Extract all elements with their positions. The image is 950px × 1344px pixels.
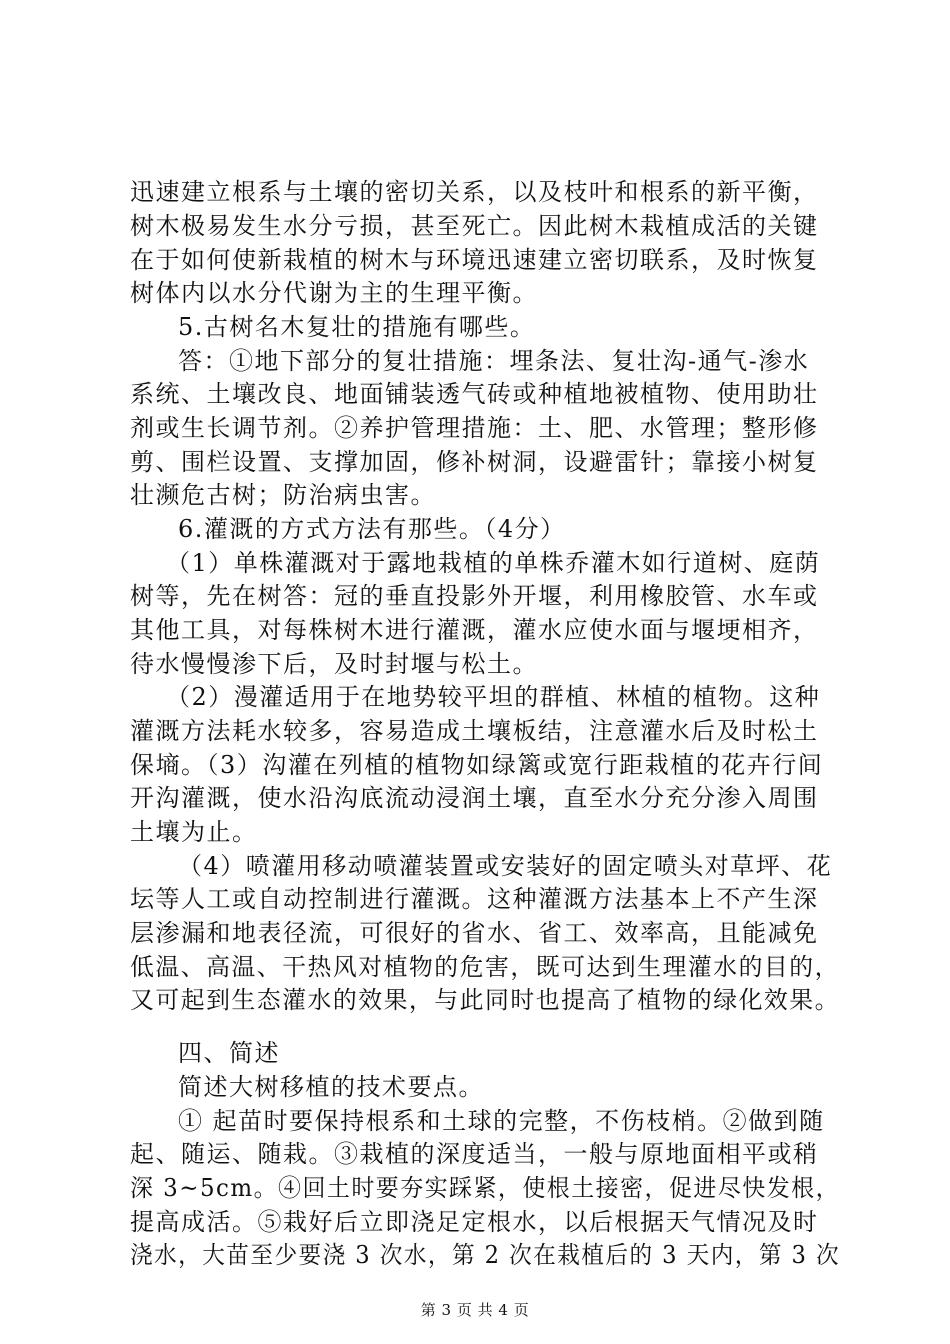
text-line: 树木极易发生水分亏损，甚至死亡。因此树木栽植成活的关键 bbox=[130, 212, 819, 240]
text-line: 土壤为止。 bbox=[130, 818, 258, 846]
text-line: 在于如何使新栽植的树木与环境迅速建立密切联系，及时恢复 bbox=[130, 246, 819, 274]
section-4-heading: 四、简述 bbox=[178, 1039, 280, 1067]
text-line: 保墒。（3）沟灌在列植的植物如绿篱或宽行距栽植的花卉行间 bbox=[130, 751, 824, 779]
text-line: ① 起苗时要保持根系和土球的完整，不伤枝梢。②做到随 bbox=[178, 1107, 825, 1135]
text-line: 深 3~5cm。④回土时要夯实踩紧，使根土接密，促进尽快发根， bbox=[130, 1174, 841, 1202]
text-line: 其他工具，对每株树木进行灌溉，灌水应使水面与堰埂相齐， bbox=[130, 616, 819, 644]
text-line: 迅速建立根系与土壤的密切关系，以及枝叶和根系的新平衡， bbox=[130, 178, 819, 206]
text-line: 起、随运、随栽。③栽植的深度适当，一般与原地面相平或稍 bbox=[130, 1140, 819, 1168]
text-line: 剂或生长调节剂。②养护管理措施：土、肥、水管理；整形修 bbox=[130, 414, 819, 442]
text-line: （4）喷灌用移动喷灌装置或安装好的固定喷头对草坪、花 bbox=[178, 852, 833, 880]
text-line: 壮濒危古树；防治病虫害。 bbox=[130, 481, 436, 509]
text-line: 答：①地下部分的复壮措施：埋条法、复壮沟-通气-渗水 bbox=[178, 347, 810, 375]
text-line: 剪、围栏设置、支撑加固，修补树洞，设避雷针；靠接小树复 bbox=[130, 448, 819, 476]
text-line: 灌溉方法耗水较多，容易造成土壤板结，注意灌水后及时松土 bbox=[130, 717, 819, 745]
text-line: 简述大树移植的技术要点。 bbox=[178, 1073, 484, 1101]
text-line: 待水慢慢渗下后，及时封堰与松土。 bbox=[130, 650, 538, 678]
text-line: 层渗漏和地表径流，可很好的省水、省工、效率高，且能减免 bbox=[130, 919, 819, 947]
text-line: 提高成活。⑤栽好后立即浇足定根水，以后根据天气情况及时 bbox=[130, 1208, 819, 1236]
text-line: 系统、土壤改良、地面铺装透气砖或种植地被植物、使用助壮 bbox=[130, 380, 819, 408]
text-line: 树等，先在树答：冠的垂直投影外开堰，利用橡胶管、水车或 bbox=[130, 582, 819, 610]
page-footer: 第 3 页 共 4 页 bbox=[420, 1301, 530, 1319]
text-line: （2）漫灌适用于在地势较平坦的群植、林植的植物。这种 bbox=[166, 683, 821, 711]
text-line: 坛等人工或自动控制进行灌溉。这种灌溉方法基本上不产生深 bbox=[130, 885, 819, 913]
text-line: 又可起到生态灌水的效果，与此同时也提高了植物的绿化效果。 bbox=[130, 986, 841, 1014]
text-line: （1）单株灌溉对于露地栽植的单株乔灌木如行道树、庭荫 bbox=[166, 549, 821, 577]
text-line: 树体内以水分代谢为主的生理平衡。 bbox=[130, 279, 538, 307]
text-line: 开沟灌溉，使水沿沟底流动浸润土壤，直至水分充分渗入周围 bbox=[130, 784, 819, 812]
text-line: 浇水，大苗至少要浇 3 次水，第 2 次在栽植后的 3 天内，第 3 次 bbox=[130, 1241, 841, 1269]
question-6-heading: 6.灌溉的方式方法有那些。（4分） bbox=[178, 515, 566, 543]
question-5-heading: 5.古树名木复壮的措施有哪些。 bbox=[178, 313, 536, 341]
text-line: 低温、高温、干热风对植物的危害，既可达到生理灌水的目的， bbox=[130, 953, 841, 981]
